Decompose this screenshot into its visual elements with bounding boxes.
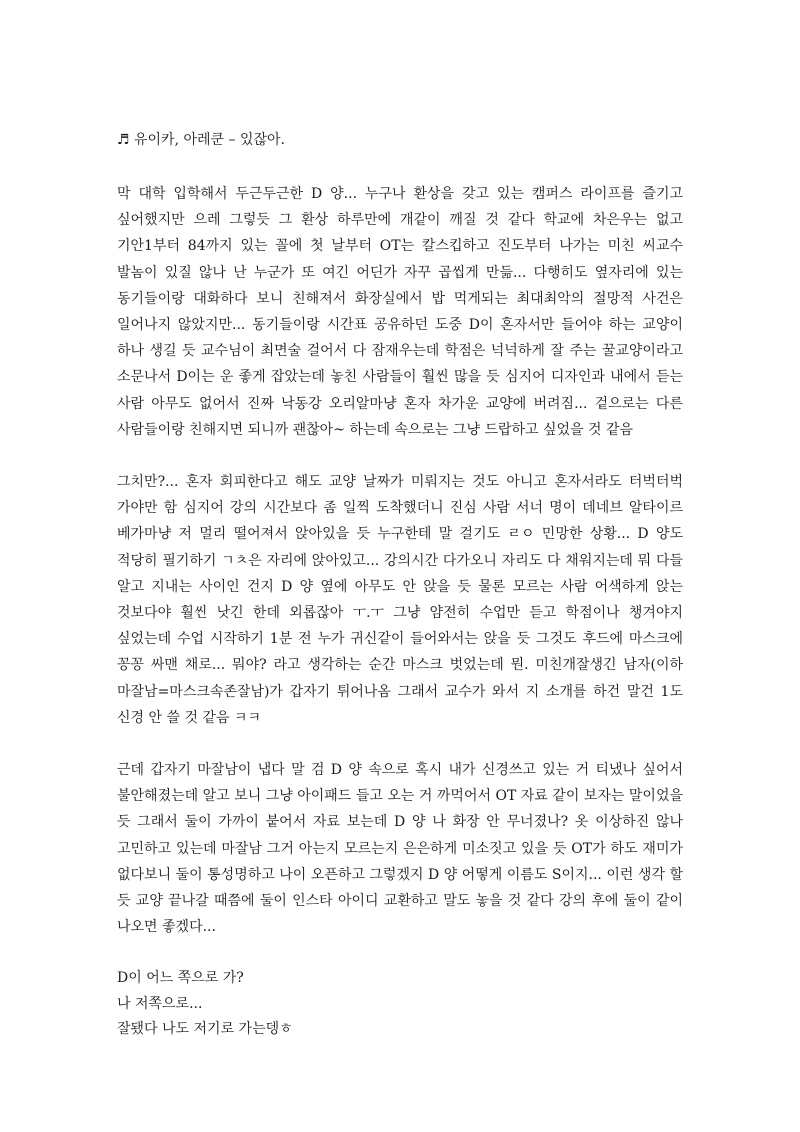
paragraph-3: 근데 갑자기 마잘남이 냅다 말 검 D 양 속으로 혹시 내가 신경쓰고 있는 거 티냈나 싶어서 불안해졌는데 알고 보니 그냥 아이패드 들고 오는 거 까먹어서 OT 자료 같이 보자는 말이었을 듯 그래서 둘이 가까이 붙어서 자료 보는데 D 양 나 화장 안 무너졌나? 옷 이상하진 않나 고민하고 있는데 마잘남 그거 아는지 모르는지 은은하게 미소짓고 있을 듯 OT가 하도 재미가 없다보니 둘이 통성명하고 나이 오픈하고 그렇겠지 D 양 어떻게 이름도 S이지... 이런 생각 할 듯 교양 끝나갈 때쯤에 둘이 인스타 아이디 교환하고 말도 놓을 것 같다 강의 후에 둘이 같이 나오면 좋겠다... <box>117 762 683 936</box>
paragraph-1: 막 대학 입학해서 두근두근한 D 양... 누구나 환상을 갖고 있는 캠퍼스 라이프를 즐기고 싶어했지만 으레 그렇듯 그 환상 하루만에 개같이 깨질 것 같다 학교에 차은우는 없고 기안1부터 84까지 있는 꼴에 첫 날부터 OT는 칼스킵하고 진도부터 나가는 미친 씨교수 발놈이 있질 않나 난 누군가 또 여긴 어딘가 자꾸 곱씹게 만듦... 다행히도 옆자리에 있는 동기들이랑 대화하다 보니 친해져서 화장실에서 밥 먹게되는 최대최악의 절망적 사건은 일어나지 않았지만... 동기들이랑 시간표 공유하던 도중 D이 혼자서만 들어야 하는 교양이 하나 생길 듯 교수님이 최면술 걸어서 다 잠재우는데 학점은 넉넉하게 잘 주는 꿀교양이라고 소문나서 D이는 운 좋게 잡았는데 놓친 사람들이 훨씬 많을 듯 심지어 디자인과 내에서 듣는 사람 아무도 없어서 진짜 낙동강 오리알마냥 혼자 차가운 교양에 버려짐... 겉으로는 다른 사람들이랑 친해지면 되니까 괜찮아~ 하는데 속으로는 그냥 드랍하고 싶었을 것 같음 <box>117 186 683 438</box>
paragraph-2: 그치만?... 혼자 회피한다고 해도 교양 날짜가 미뤄지는 것도 아니고 혼자서라도 터벅터벅 가야만 함 심지어 강의 시간보다 좀 일찍 도착했더니 진심 사람 서너 명이 데네브 알타이르 베가마냥 저 멀리 떨어져서 앉아있을 듯 누구한테 말 걸기도 ㄹㅇ 민망한 상황... D 양도 적당히 필기하기 ㄱㅊ은 자리에 앉아있고... 강의시간 다가오니 자리도 다 채워지는데 뭐 다들 알고 지내는 사이인 건지 D 양 옆에 아무도 안 앉을 듯 물론 모르는 사람 어색하게 앉는 것보다야 훨씬 낫긴 한데 외롭잖아 ㅜ.ㅜ 그냥 얌전히 수업만 듣고 학점이나 챙겨야지 싶었는데 수업 시작하기 1분 전 누가 귀신같이 들어와서는 앉을 듯 그것도 후드에 마스크에 꽁꽁 싸맨 채로... 뭐야? 라고 생각하는 순간 마스크 벗었는데 뭔. 미친개잘생긴 남자(이하 마잘남=마스크속존잘남)가 갑자기 튀어나옴 그래서 교수가 와서 지 소개를 하건 말건 1도 신경 안 쓸 것 같음 ㅋㅋ <box>117 474 683 726</box>
dialogue-line-3: 잘됐다 나도 저기로 가는뎅ㅎ <box>117 1021 293 1038</box>
document-page <box>117 128 683 1043</box>
dialogue-line-1: D이 어느 쪽으로 가? <box>117 970 244 987</box>
song-line: ♬ 유이카, 아레쿤 – 있잖아. <box>117 132 285 148</box>
dialogue-block <box>117 966 683 1043</box>
dialogue-line-2: 나 저쪽으로... <box>117 995 203 1012</box>
